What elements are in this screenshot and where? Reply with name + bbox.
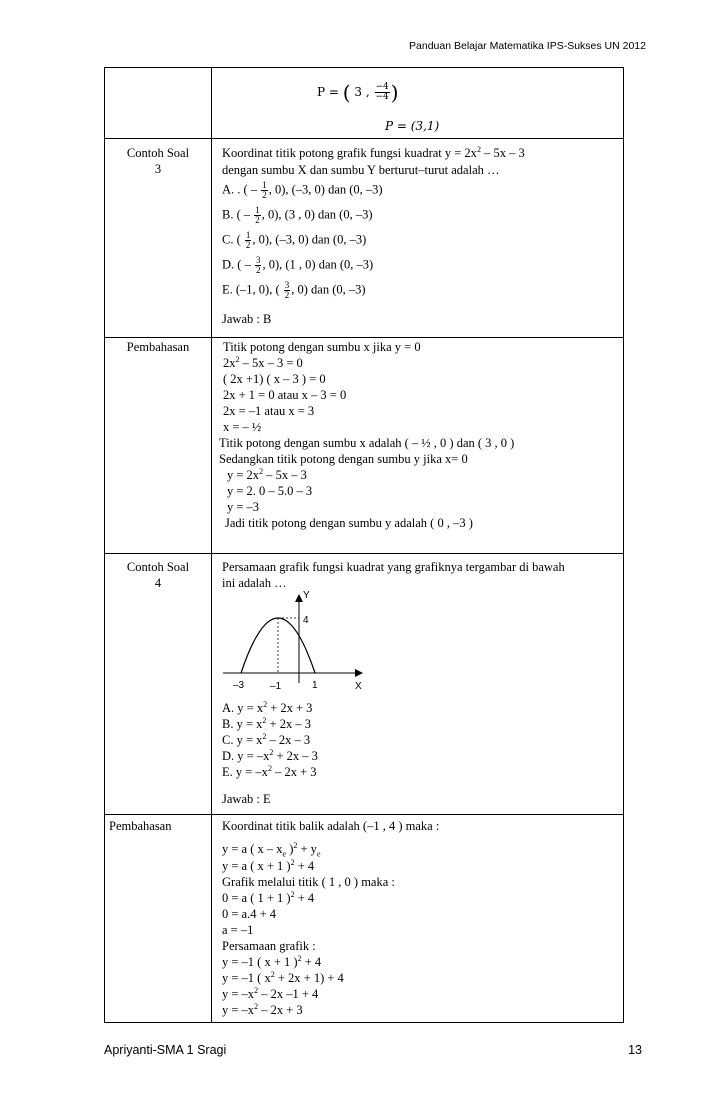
row-divider: [105, 337, 623, 338]
paren-open: (: [342, 80, 351, 105]
x-label: X: [355, 681, 362, 692]
page-header: Panduan Belajar Matematika IPS-Sukses UN 2012: [409, 40, 646, 52]
soal4-question-line2: ini adalah …: [222, 576, 287, 590]
peak-label: 4: [303, 615, 309, 626]
pemb4-line: $y = -x^2 - 2x$ –1 + 4: [222, 986, 319, 1001]
y-axis-arrow: [295, 594, 303, 602]
paren-close: ): [390, 80, 399, 105]
soal4-option-a: A. $y = x^2 + 2x + 3$: [222, 700, 313, 715]
soal4-option-e: E. $y = -x^2 - 2x + 3$: [222, 764, 317, 779]
pemb4-line: y = a ( x + 1 )$^2$ + 4: [222, 858, 315, 873]
row-divider: [105, 138, 623, 139]
column-divider: [211, 68, 212, 1022]
soal3-option-c: C. ( $\frac{1}{2}$ , 0), (–3, 0) dan (0, –3): [222, 230, 367, 250]
soal3-option-d: D. ( – $\frac{3}{2}$ , 0), (1 , 0) dan (0, –3): [222, 255, 374, 275]
pemb4-line: $y = -x^2 - 2x + 3$: [222, 1002, 303, 1017]
pemb3-line: Titik potong dengan sumbu x adalah ( – ½ , 0 ) dan ( 3 , 0 ): [219, 436, 515, 450]
tick-label: 1: [312, 680, 318, 691]
soal3-question-line1: Koordinat titik potong grafik fungsi kuadrat $y = 2x^2 - 5x - 3$: [222, 145, 525, 160]
p-fraction-expression: [317, 80, 399, 105]
row-divider: [105, 814, 623, 815]
pemb3-line: $y = 2x^2 - 5x - 3$: [227, 467, 307, 482]
pemb3-line: 2x = –1 atau x = 3: [223, 404, 315, 418]
p-prefix: P =: [317, 85, 343, 99]
soal4-label-number: 4: [154, 576, 162, 590]
pemb3-line: Jadi titik potong dengan sumbu y adalah ( 0 , –3 ): [225, 516, 473, 530]
pemb4-line: Grafik melalui titik ( 1 , 0 ) maka :: [222, 875, 395, 889]
pemb4-line: y = –1 ( x + 1 )$^2$ + 4: [222, 954, 322, 969]
soal3-label-number: 3: [154, 162, 162, 176]
p-three: 3 ,: [354, 85, 370, 99]
pemb3-label: Pembahasan: [126, 340, 190, 354]
row-divider: [105, 553, 623, 554]
pemb4-line: Persamaan grafik :: [222, 939, 316, 953]
soal3-label-title: Contoh Soal: [126, 146, 190, 160]
page-number: 13: [628, 1043, 642, 1057]
pemb4-line: 0 = a ( 1 + 1 )$^2$ + 4: [222, 890, 315, 905]
soal3-option-a: A. . ( – $\frac{1}{2}$ , 0), (–3, 0) dan (0, –3): [222, 180, 383, 200]
tick-label: –1: [270, 681, 282, 692]
soal3-option-b: B. ( – $\frac{1}{2}$ , 0), (3 , 0) dan (0, –3): [222, 205, 373, 225]
soal4-label: [105, 559, 211, 591]
content-table: [104, 67, 624, 1023]
p-result: P = (3,1): [385, 119, 440, 133]
soal4-label-title: Contoh Soal: [126, 560, 190, 574]
pemb3-line: Titik potong dengan sumbu x jika y = 0: [223, 340, 421, 354]
soal3-question-line2: dengan sumbu X dan sumbu Y berturut–turut adalah …: [222, 163, 500, 177]
parabola-graph: [215, 588, 375, 698]
pemb4-line: y = a ( x – $x_e$ )$^2 + y_e$: [222, 841, 321, 859]
soal4-answer: Jawab : E: [222, 792, 271, 806]
soal4-option-b: B. $y = x^2 + 2x - 3$: [222, 716, 311, 731]
soal4-question-line1: Persamaan grafik fungsi kuadrat yang grafiknya tergambar di bawah: [222, 560, 565, 574]
pemb4-line: a = –1: [222, 923, 254, 937]
y-label: Y: [303, 590, 310, 601]
soal3-label: [105, 145, 211, 177]
tick-label: –3: [233, 680, 245, 691]
pemb3-line: x = – ½: [223, 420, 262, 434]
pemb4-label: Pembahasan: [109, 819, 172, 833]
soal3-option-e: E. (–1, 0), ( $\frac{3}{2}$ , 0) dan (0, –3): [222, 280, 366, 300]
x-axis-arrow: [355, 669, 363, 677]
pemb4-line: Koordinat titik balik adalah (–1 , 4 ) maka :: [222, 819, 440, 833]
pemb3-line: ( 2x +1) ( x – 3 ) = 0: [223, 372, 326, 386]
footer-author: Apriyanti-SMA 1 Sragi: [104, 1043, 227, 1057]
pemb4-line: 0 = a.4 + 4: [222, 907, 277, 921]
p-fraction: $\frac{-4}{-4}$: [375, 82, 389, 102]
pemb3-line: $2x^2 - 5x - 3 = 0$: [223, 355, 303, 370]
pemb3-line: Sedangkan titik potong dengan sumbu y jika x= 0: [219, 452, 468, 466]
soal3-answer: Jawab : B: [222, 312, 272, 326]
pemb4-line: y = –1 ( $x^2 + 2x + 1) + 4$: [222, 970, 344, 985]
soal4-option-c: C. $y = x^2 - 2x - 3$: [222, 732, 311, 747]
pemb3-line: 2x + 1 = 0 atau x – 3 = 0: [223, 388, 347, 402]
pemb3-line: y = –3: [227, 500, 260, 514]
pemb3-line: y = 2. 0 – 5.0 – 3: [227, 484, 313, 498]
soal4-option-d: D. $y = -x^2 + 2x - 3$: [222, 748, 318, 763]
